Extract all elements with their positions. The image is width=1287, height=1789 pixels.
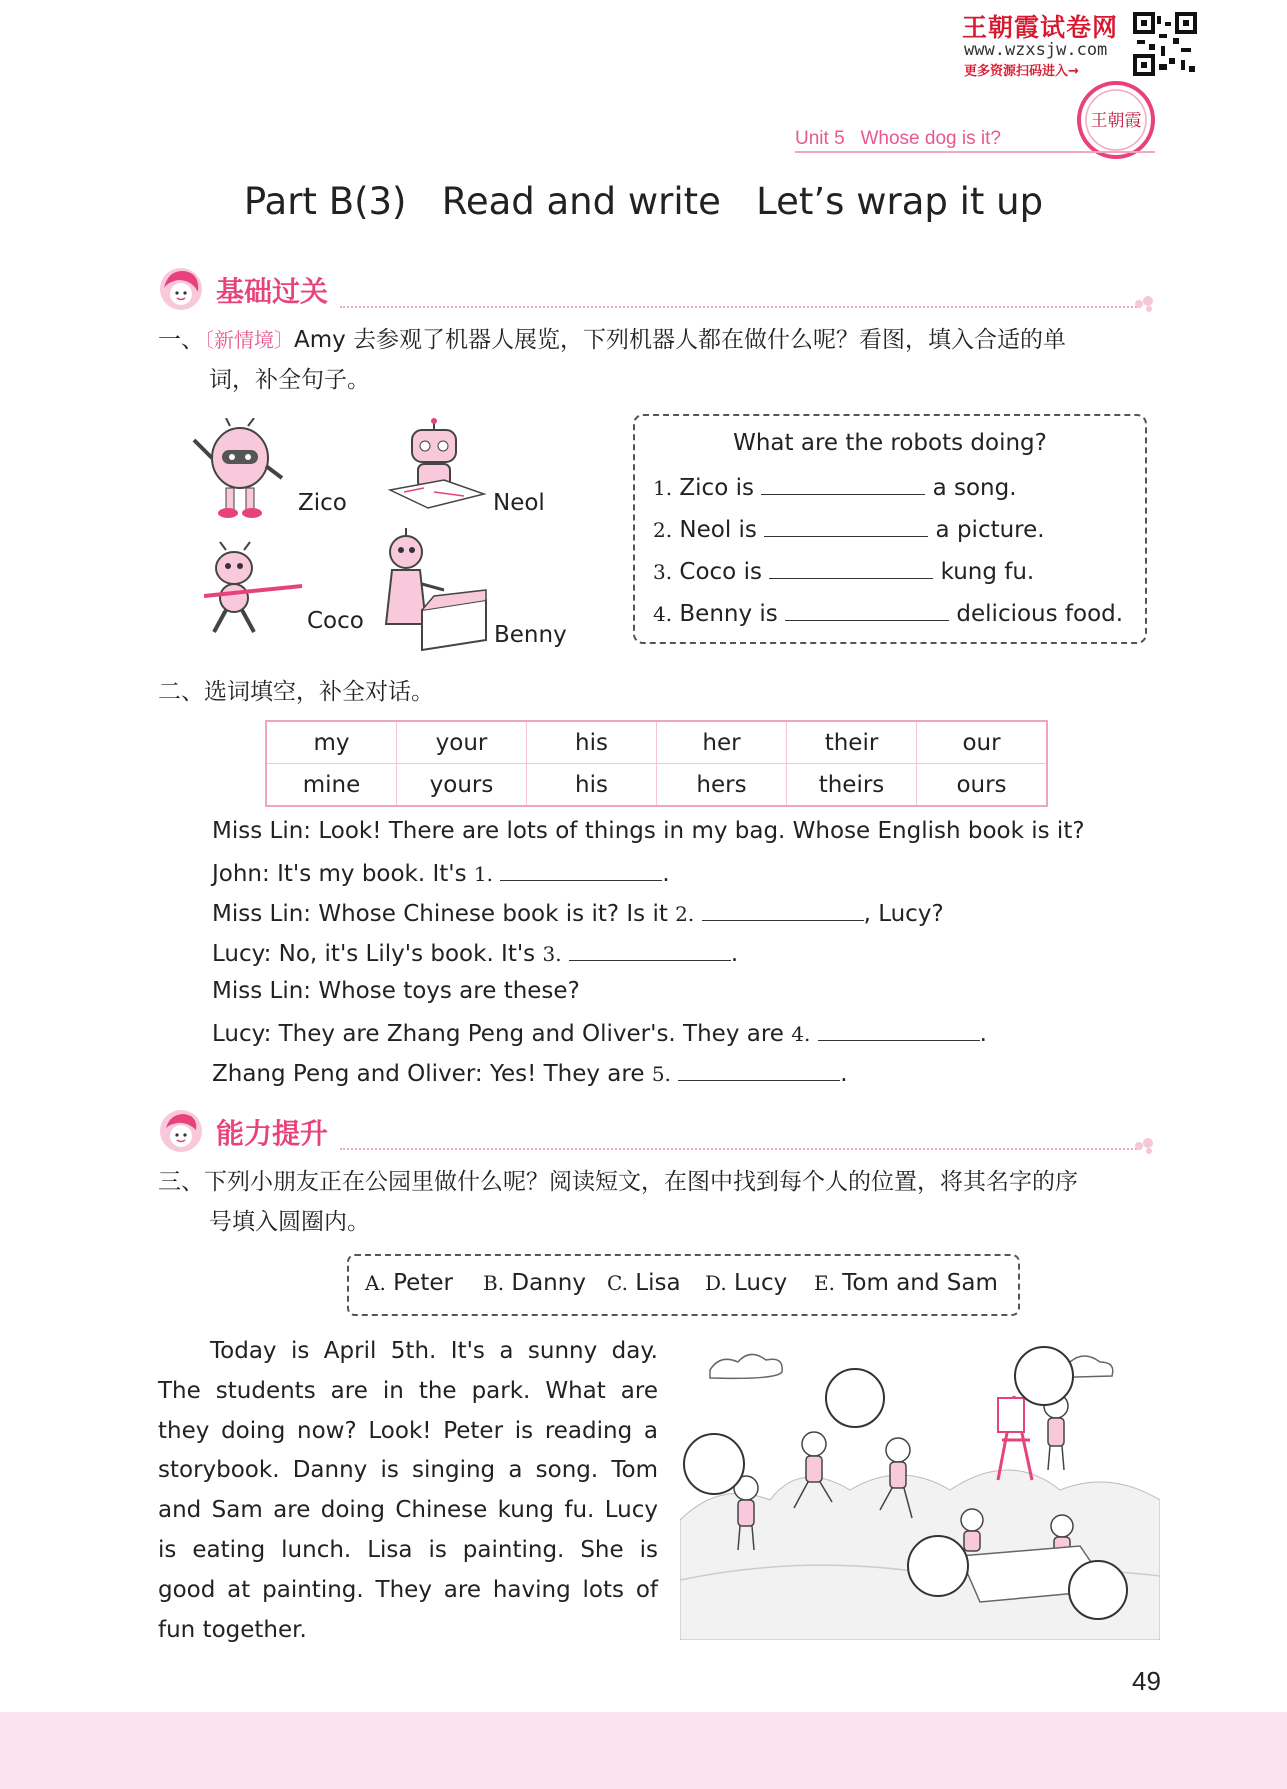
word-cell: her xyxy=(657,721,787,764)
option-d: D. Lucy xyxy=(705,1270,788,1296)
boy-avatar-icon xyxy=(158,1108,204,1154)
name-options-box xyxy=(347,1254,1020,1316)
word-row-1 xyxy=(266,721,1047,764)
dialogue-blank-2[interactable] xyxy=(702,898,864,921)
question-1-text: Amy 去参观了机器人展览，下列机器人都在做什么呢？看图，填入合适的单 xyxy=(294,327,1067,353)
page-title: Part B(3) Read and write Let’s wrap it up xyxy=(243,180,1044,223)
dialogue-blank-1[interactable] xyxy=(500,858,662,881)
brand-url[interactable]: www.wzxsjw.com xyxy=(964,40,1108,60)
answer-blank-4[interactable] xyxy=(785,598,949,621)
word-cell: hers xyxy=(657,764,787,807)
question-2 xyxy=(158,672,434,712)
option-c: C. Lisa xyxy=(607,1270,681,1296)
cloud-icon xyxy=(710,1354,782,1378)
answer-circle[interactable] xyxy=(908,1536,968,1596)
question-1-line-2: 词，补全句子。 xyxy=(209,367,370,393)
section-heading-advanced: 能力提升 xyxy=(216,1117,329,1150)
robot-coco-image xyxy=(204,540,304,640)
robot-zico-image xyxy=(188,418,288,523)
dialogue-line-4: Lucy: No, it's Lily's book. It's 3. . xyxy=(212,938,738,967)
word-choice-table xyxy=(265,720,1048,807)
section-divider xyxy=(340,1148,1140,1150)
question-1-line-1 xyxy=(158,320,1066,360)
word-cell: theirs xyxy=(787,764,917,807)
word-cell: yours xyxy=(397,764,527,807)
question-3-text: 下列小朋友正在公园里做什么呢？阅读短文，在图中找到每个人的位置，将其名字的序 xyxy=(204,1169,1078,1195)
word-cell: your xyxy=(397,721,527,764)
question-3-line-2: 号填入圆圈内。 xyxy=(209,1209,370,1235)
word-cell: our xyxy=(917,721,1048,764)
robot-sentence-1: 1. Zico is a song. xyxy=(653,472,1017,501)
robot-sentence-2: 2. Neol is a picture. xyxy=(653,514,1045,543)
robot-benny-image xyxy=(382,524,492,654)
question-2-number: 二、 xyxy=(158,679,204,705)
new-context-tag: 〔新情境〕 xyxy=(204,328,294,352)
footer-band xyxy=(0,1712,1287,1789)
page-number: 49 xyxy=(1132,1666,1161,1696)
question-3-number: 三、 xyxy=(158,1169,204,1195)
brand-title: 王朝霞试卷网 xyxy=(962,13,1119,42)
word-cell: ours xyxy=(917,764,1048,807)
flower-decoration-icon xyxy=(1132,1136,1156,1156)
dialogue-blank-5[interactable] xyxy=(678,1058,840,1081)
brand-subtitle: 更多资源扫码进入→ xyxy=(964,64,1079,79)
option-a: A. Peter xyxy=(365,1270,453,1296)
answer-circle[interactable] xyxy=(1015,1347,1073,1405)
dialogue-line-3: Miss Lin: Whose Chinese book is it? Is it 2. , Lucy? xyxy=(212,898,944,927)
park-illustration xyxy=(680,1340,1160,1640)
robots-box-title: What are the robots doing? xyxy=(733,430,1047,456)
section-heading-basic: 基础过关 xyxy=(216,275,329,308)
dialogue-line-6: Lucy: They are Zhang Peng and Oliver's. They are 4. . xyxy=(212,1018,987,1047)
word-cell: mine xyxy=(266,764,397,807)
answer-blank-3[interactable] xyxy=(769,556,933,579)
word-row-2 xyxy=(266,764,1047,807)
seal-text: 王朝霞 xyxy=(1090,111,1142,131)
word-cell: his xyxy=(527,764,657,807)
unit-underline xyxy=(795,151,1155,153)
section-divider xyxy=(340,306,1140,308)
robots-question-box xyxy=(633,414,1147,644)
answer-blank-1[interactable] xyxy=(761,472,925,495)
answer-circle[interactable] xyxy=(826,1369,884,1427)
dialogue-line-1: Miss Lin: Look! There are lots of things in my bag. Whose English book is it? xyxy=(212,818,1085,844)
flower-decoration-icon xyxy=(1132,294,1156,314)
girl-avatar-icon xyxy=(158,266,204,312)
dialogue-blank-4[interactable] xyxy=(818,1018,980,1041)
robot-sentence-4: 4. Benny is delicious food. xyxy=(653,598,1123,627)
option-b: B. Danny xyxy=(483,1270,586,1296)
question-3-line-1 xyxy=(158,1162,1078,1202)
word-cell: their xyxy=(787,721,917,764)
reading-passage xyxy=(158,1332,658,1650)
robot-neol-image xyxy=(384,418,490,513)
word-cell: his xyxy=(527,721,657,764)
answer-circle[interactable] xyxy=(1069,1561,1127,1619)
passage-text: Today is April 5th. It's a sunny day. The students are in the park. What are they doing now? Look! Peter is reading a storybook. Danny is singing a song. Tom and Sam are doing Chinese kung fu. Lucy is eating lunch. Lisa is painting. She is good at painting. They are having lots of fun together. xyxy=(158,1338,658,1643)
unit-title: Whose dog is it? xyxy=(860,128,1001,149)
robot-name-coco: Coco xyxy=(307,608,364,634)
dialogue-blank-3[interactable] xyxy=(569,938,731,961)
dialogue-line-7: Zhang Peng and Oliver: Yes! They are 5. . xyxy=(212,1058,848,1087)
question-1-number: 一、 xyxy=(158,327,204,353)
brand-seal-logo xyxy=(1076,80,1156,160)
qr-code-icon[interactable] xyxy=(1133,12,1197,76)
robot-name-benny: Benny xyxy=(494,622,567,648)
robot-name-zico: Zico xyxy=(298,490,347,516)
option-e: E. Tom and Sam xyxy=(814,1270,998,1296)
robot-name-neol: Neol xyxy=(493,490,545,516)
answer-blank-2[interactable] xyxy=(764,514,928,537)
word-cell: my xyxy=(266,721,397,764)
dialogue-line-2: John: It's my book. It's 1. . xyxy=(212,858,670,887)
question-2-text: 选词填空，补全对话。 xyxy=(204,679,434,705)
unit-header xyxy=(795,128,1001,150)
robot-sentence-3: 3. Coco is kung fu. xyxy=(653,556,1034,585)
dialogue-line-5: Miss Lin: Whose toys are these? xyxy=(212,978,580,1004)
answer-circle[interactable] xyxy=(684,1434,744,1494)
unit-label: Unit 5 xyxy=(795,128,845,149)
